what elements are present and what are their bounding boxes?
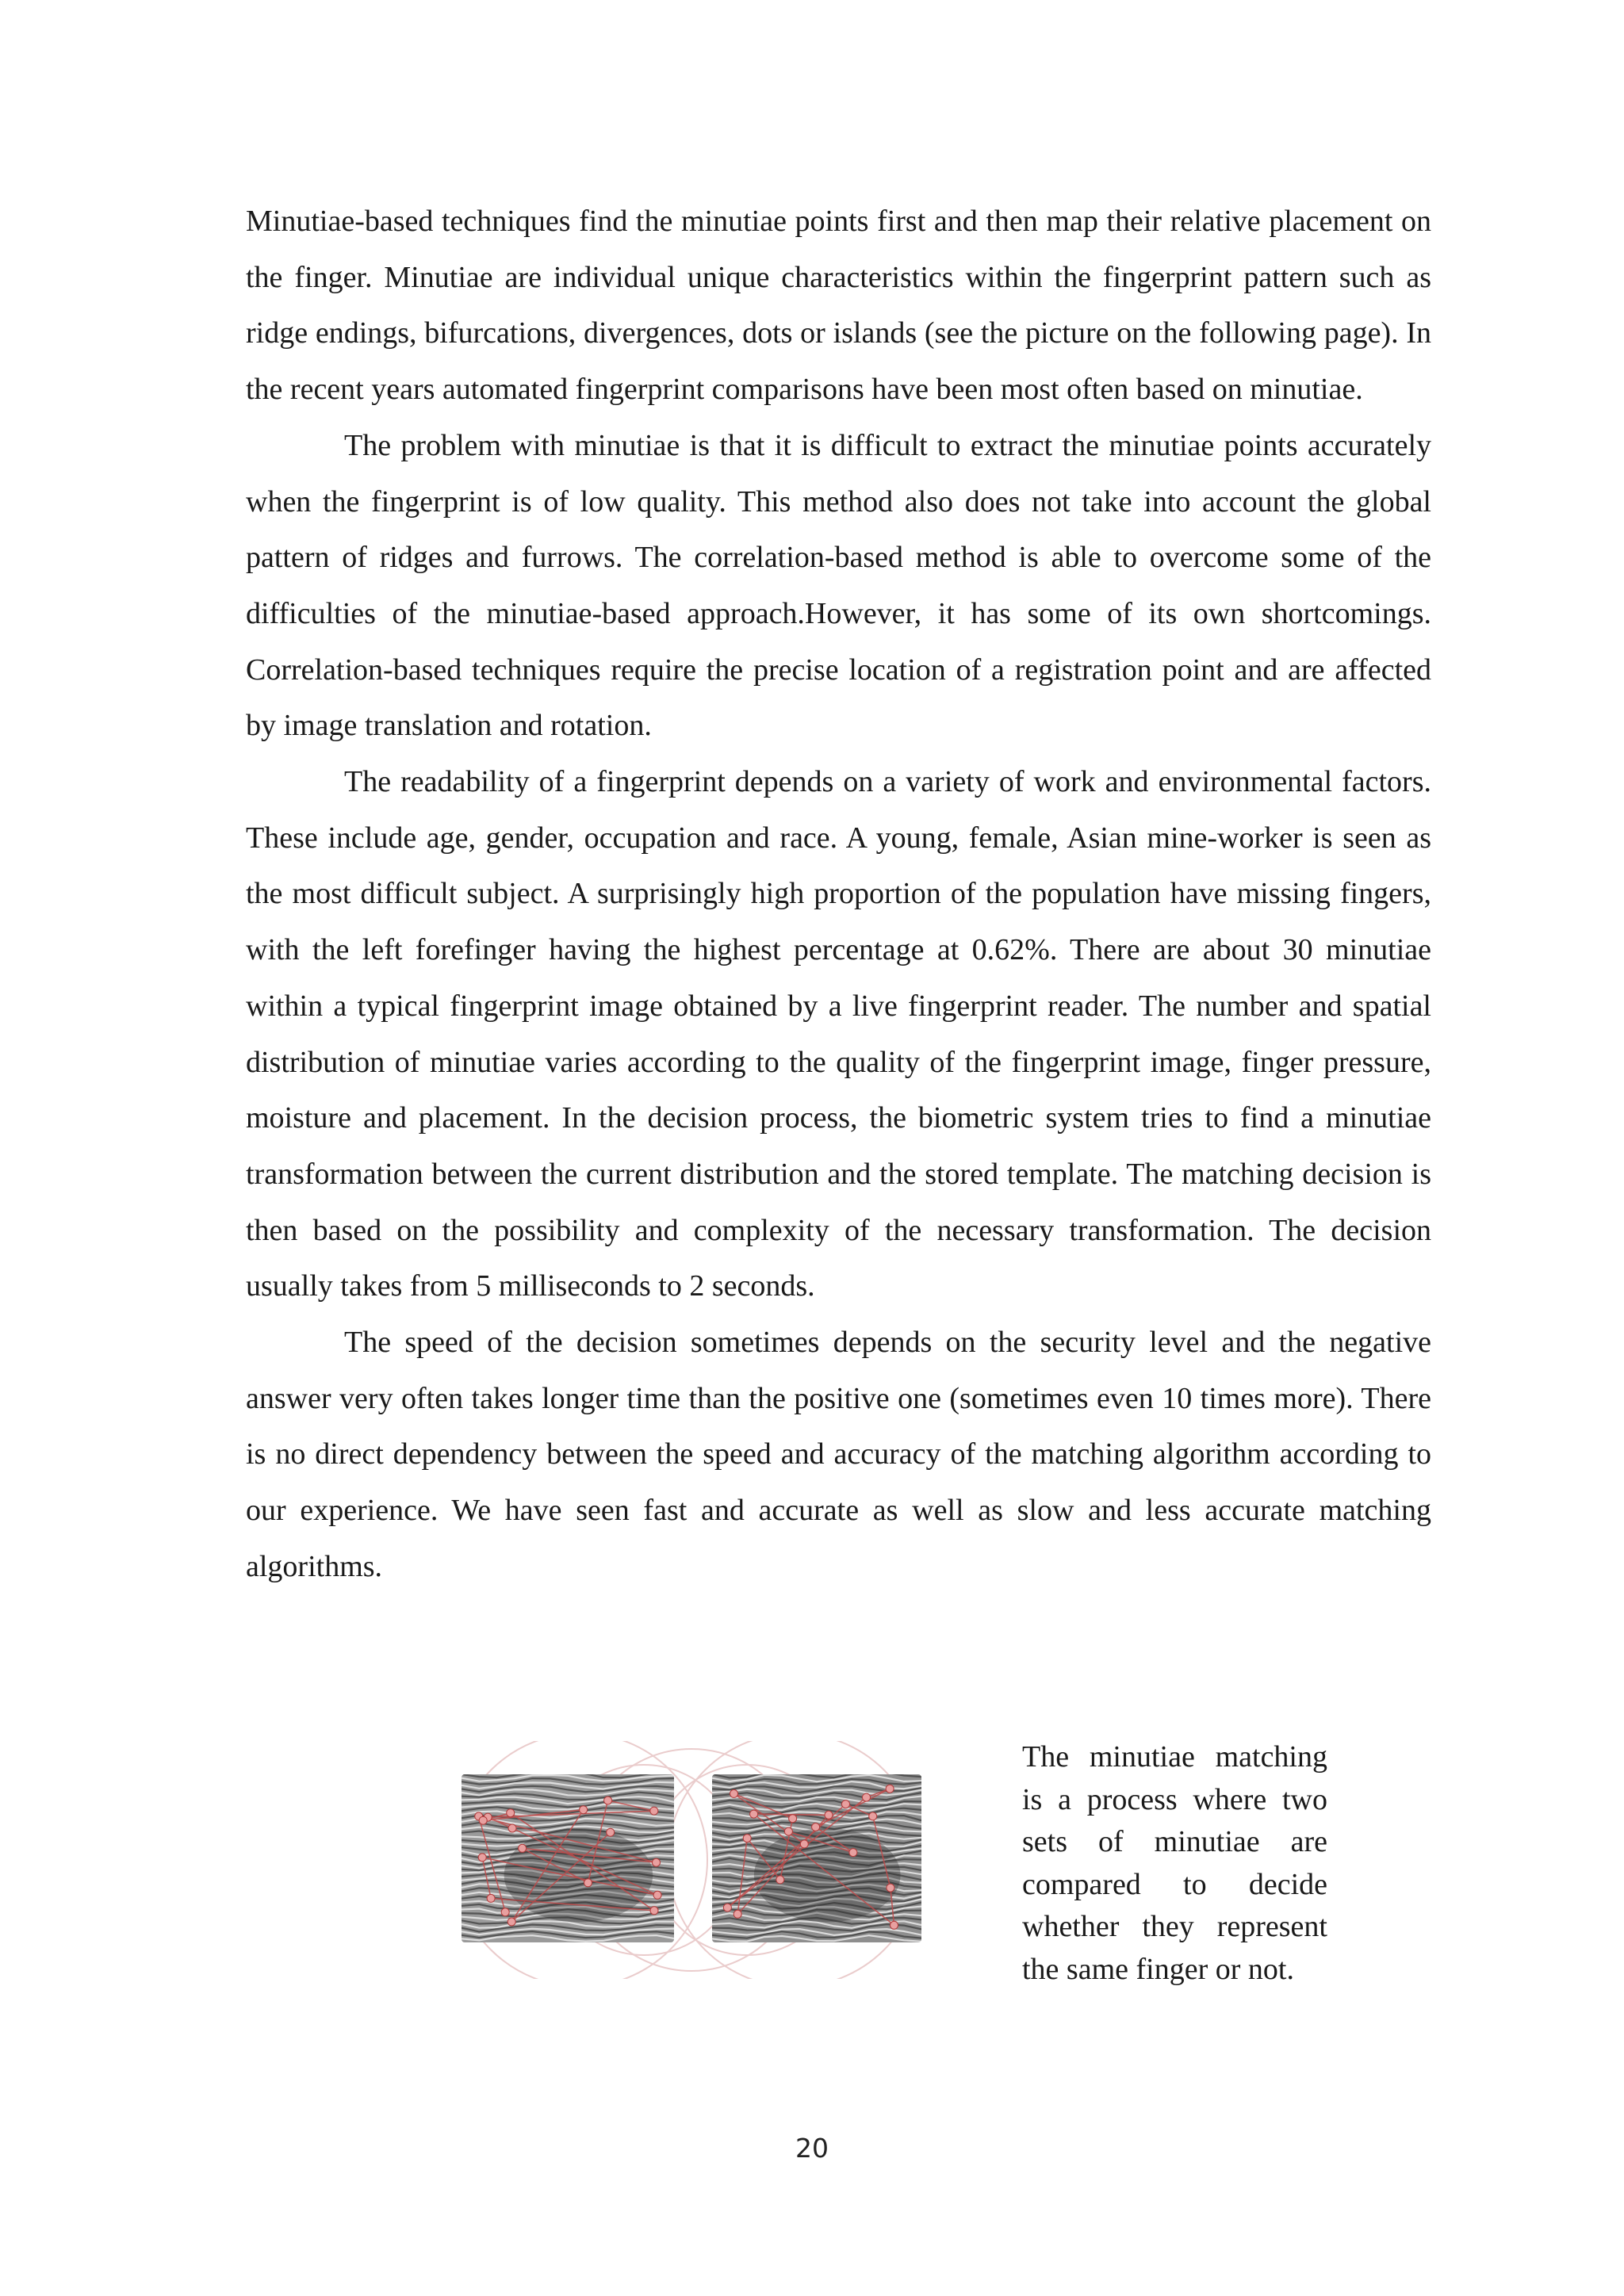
paragraph-1: Minutiae-based techniques find the minutiae points first and then map their relative placement on the finger. Minutiae are individual unique characteristics within the fingerprint pattern such as ridge endings, bifurcations, divergences, dots or islands (see the picture on the following page). In the recent years automated fingerprint comparisons have been most often based on minutiae. [246, 205, 1431, 407]
fingerprint-right-image [712, 1771, 921, 1942]
paragraph-3: The readability of a fingerprint depends on a variety of work and environmental factors. These include age, gender, occupation and race. A young, female, Asian mine-worker is seen as the most difficult subject. A surprisingly high proportion of the population have missing fingers, with the left forefinger having the highest percentage at 0.62%. There are about 30 minutiae within a typical fingerprint image obtained by a live fingerprint reader. The number and spatial distribution of minutiae varies according to the quality of the fingerprint image, finger pressure, moisture and placement. In the decision process, the biometric system tries to find a minutiae transformation between the current distribution and the stored template. The matching decision is then based on the possibility and complexity of the necessary transformation. The decision usually takes from 5 milliseconds to 2 seconds. [246, 765, 1431, 1303]
figure-caption-text: The minutiae matching is a process where two sets of minutiae are compared to decide whether they represent the same finger or not. [1022, 1740, 1327, 1986]
minutiae-matching-figure [462, 1741, 921, 1979]
body-text [246, 193, 1431, 1595]
paragraph-2: The problem with minutiae is that it is difficult to extract the minutiae points accurately when the fingerprint is of low quality. This method also does not take into account the global pattern of ridges and furrows. The correlation-based method is able to overcome some of the difficulties of the minutiae-based approach.However, it has some of its own shortcomings. Correlation-based techniques require the precise location of a registration point and are affected by image translation and rotation. [246, 428, 1431, 743]
paragraph-4: The speed of the decision sometimes depends on the security level and the negative answer very often takes longer time than the positive one (sometimes even 10 times more). There is no direct dependency between the speed and accuracy of the matching algorithm according to our experience. We have seen fast and accurate as well as slow and less accurate matching algorithms. [246, 1326, 1431, 1583]
figure-caption [1022, 1736, 1327, 1991]
fingerprint-left-image [462, 1771, 674, 1942]
page-number: 20 [795, 2133, 829, 2164]
